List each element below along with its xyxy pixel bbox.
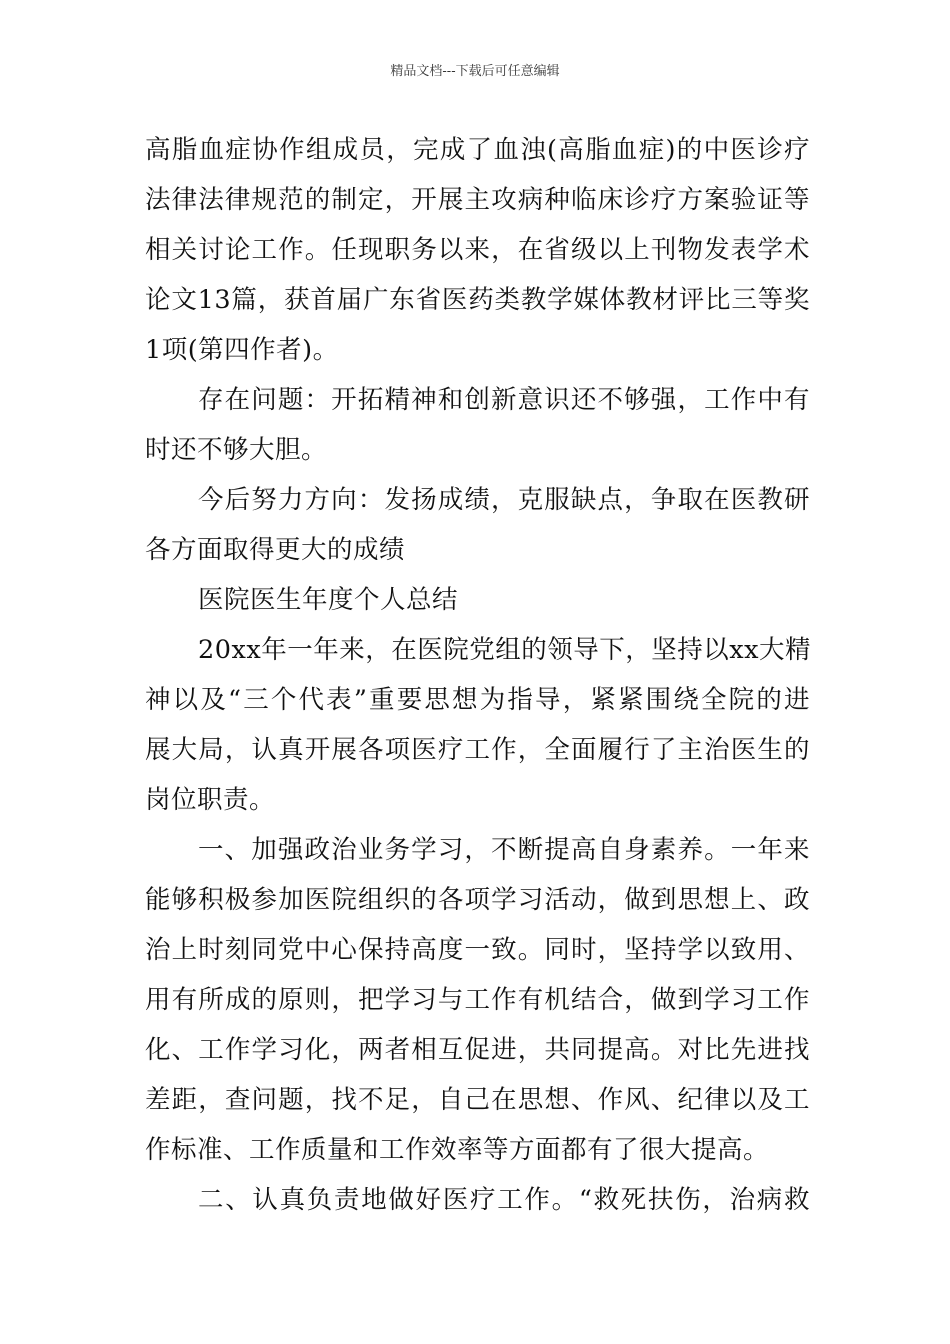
text-line: 相关讨论工作。任现职务以来，在省级以上刊物发表学术 — [145, 235, 810, 265]
text-line: 差距，查问题，找不足，自己在思想、作风、纪律以及工 — [145, 1085, 810, 1115]
text-line: 二、认真负责地做好医疗工作。“救死扶伤，治病救 — [198, 1185, 810, 1215]
paragraph — [145, 475, 810, 575]
text-line: 一、加强政治业务学习，不断提高自身素养。一年来 — [198, 835, 810, 865]
text-line: 作标准、工作质量和工作效率等方面都有了很大提高。 — [145, 1135, 770, 1165]
document-body — [145, 125, 810, 1225]
text-line: 论文13篇，获首届广东省医药类教学媒体教材评比三等奖 — [145, 285, 810, 315]
text-line: 展大局，认真开展各项医疗工作，全面履行了主治医生的 — [145, 735, 810, 765]
paragraph — [145, 1175, 810, 1225]
text-line: 存在问题：开拓精神和创新意识还不够强，工作中有 — [198, 385, 810, 415]
text-line: 用有所成的原则，把学习与工作有机结合，做到学习工作 — [145, 985, 810, 1015]
page-header: 精品文档---下载后可任意编辑 — [390, 64, 560, 79]
text-line: 能够积极参加医院组织的各项学习活动，做到思想上、政 — [145, 885, 810, 915]
text-line: 高脂血症协作组成员，完成了血浊(高脂血症)的中医诊疗 — [145, 135, 810, 165]
text-line: 神以及“三个代表”重要思想为指导，紧紧围绕全院的进 — [145, 685, 810, 715]
text-line: 今后努力方向：发扬成绩，克服缺点，争取在医教研 — [198, 485, 810, 515]
text-line: 化、工作学习化，两者相互促进，共同提高。对比先进找 — [145, 1035, 810, 1065]
text-line: 1项(第四作者)。 — [145, 335, 339, 365]
paragraph — [145, 375, 810, 475]
text-line: 治上时刻同党中心保持高度一致。同时，坚持学以致用、 — [145, 935, 810, 965]
text-line: 时还不够大胆。 — [145, 435, 328, 465]
text-line: 医院医生年度个人总结 — [198, 585, 459, 615]
section-title — [145, 575, 810, 625]
paragraph — [145, 125, 810, 375]
text-line: 法律法律规范的制定，开展主攻病种临床诊疗方案验证等 — [145, 185, 810, 215]
text-line: 20xx年一年来，在医院党组的领导下，坚持以xx大精 — [198, 635, 811, 665]
paragraph — [145, 825, 810, 1175]
text-line: 各方面取得更大的成绩 — [145, 535, 406, 565]
text-line: 岗位职责。 — [145, 785, 276, 815]
paragraph — [145, 625, 810, 825]
